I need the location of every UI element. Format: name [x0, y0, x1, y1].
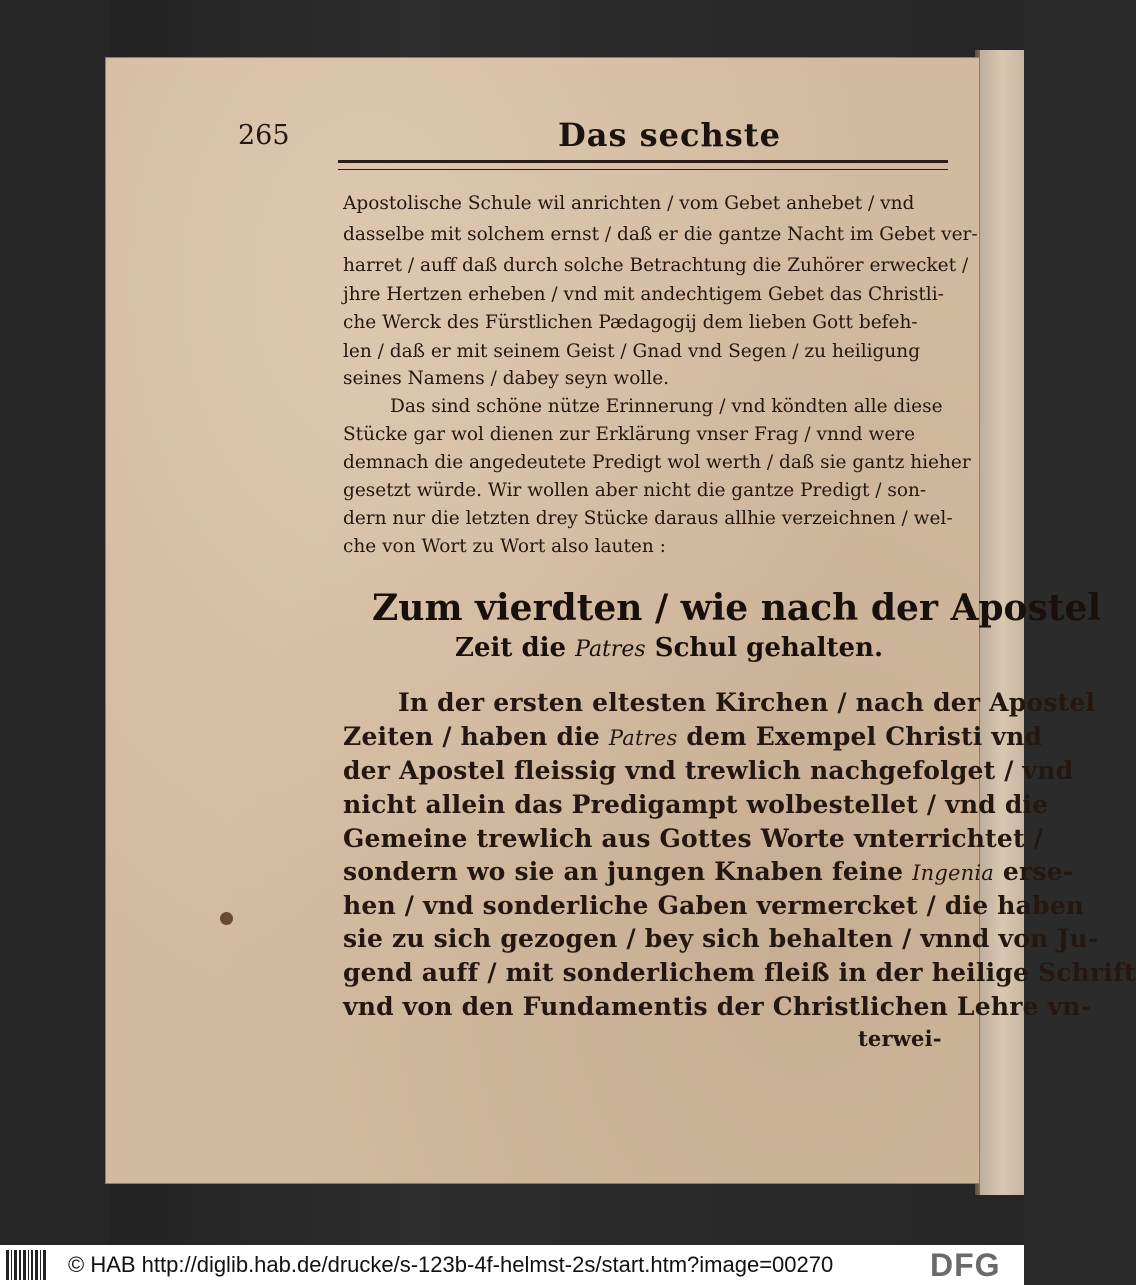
- text-line-large: hen / vnd sonderliche Gaben vermercket / die haben: [343, 891, 1085, 920]
- copyright-link[interactable]: © HAB http://diglib.hab.de/drucke/s-123b-4f-helmst-2s/start.htm?image=00270: [68, 1252, 834, 1277]
- text-line: demnach die angedeutete Predigt wol werth / daß sie gantz hieher: [343, 452, 971, 473]
- text-line: jhre Hertzen erheben / vnd mit andechtigem Gebet das Christli-: [343, 284, 944, 305]
- text-run: sondern wo sie an jungen Knaben feine: [343, 857, 904, 886]
- text-line-large: [343, 722, 1042, 751]
- text-line-large: nicht allein das Predigampt wolbestellet / vnd die: [343, 790, 1049, 819]
- text-line: dern nur die letzten drey Stücke daraus allhie verzeichnen / wel-: [343, 508, 953, 529]
- text-line: dasselbe mit solchem ernst / daß er die gantze Nacht im Gebet ver-: [343, 224, 978, 245]
- subheading-part: Schul gehalten.: [654, 633, 883, 663]
- paper-blemish: [220, 912, 233, 925]
- text-line: seines Namens / dabey seyn wolle.: [343, 368, 670, 389]
- text-line-large: sie zu sich gezogen / bey sich behalten / vnnd von Ju-: [343, 924, 1099, 953]
- subheading-part: Zeit die: [455, 633, 567, 663]
- text-line: Apostolische Schule wil anrichten / vom Gebet anhebet / vnd: [343, 193, 915, 214]
- text-run-italic: Ingenia: [912, 861, 994, 885]
- barcode-icon: [6, 1250, 46, 1280]
- section-heading: Zum vierdten / wie nach der Apostel: [372, 587, 1102, 629]
- dfg-logo: DFG: [930, 1247, 1001, 1283]
- text-run-italic: Patres: [608, 726, 678, 750]
- page-number: 265: [238, 120, 290, 151]
- text-line: che Werck des Fürstlichen Pædagogij dem lieben Gott befeh-: [343, 312, 918, 333]
- text-line: Das sind schöne nütze Erinnerung / vnd köndten alle diese: [390, 396, 943, 417]
- catchword: terwei-: [858, 1026, 942, 1051]
- text-run: dem Exempel Christi vnd: [686, 722, 1043, 751]
- text-line: gesetzt würde. Wir wollen aber nicht die gantze Predigt / son-: [343, 480, 927, 501]
- text-line: Stücke gar wol dienen zur Erklärung vnser Frag / vnnd were: [343, 424, 916, 445]
- text-line: len / daß er mit seinem Geist / Gnad vnd Segen / zu heiligung: [343, 341, 921, 362]
- text-run: Zeiten / haben die: [343, 722, 600, 751]
- text-line-large: gend auff / mit sonderlichem fleiß in der heilige Schrift: [343, 958, 1136, 987]
- text-line-large: Gemeine trewlich aus Gottes Worte vnterrichtet /: [343, 824, 1043, 853]
- page-header: [238, 116, 938, 156]
- text-line-large: In der ersten eltesten Kirchen / nach der Apostel: [398, 688, 1096, 717]
- header-rule: [338, 160, 948, 170]
- text-line: che von Wort zu Wort also lauten :: [343, 536, 666, 557]
- text-line: harret / auff daß durch solche Betrachtung die Zuhörer erwecket /: [343, 255, 969, 276]
- section-subheading: [455, 633, 883, 663]
- subheading-italic: Patres: [575, 637, 646, 662]
- text-line-large: vnd von den Fundamentis der Christlichen Lehre vn-: [343, 992, 1092, 1021]
- running-head: Das sechste: [558, 116, 781, 154]
- text-line-large: der Apostel fleissig vnd trewlich nachgefolget / vnd: [343, 756, 1074, 785]
- text-run: erse-: [1002, 857, 1074, 886]
- dark-backing-card: [0, 0, 110, 1245]
- text-line-large: [343, 857, 1073, 886]
